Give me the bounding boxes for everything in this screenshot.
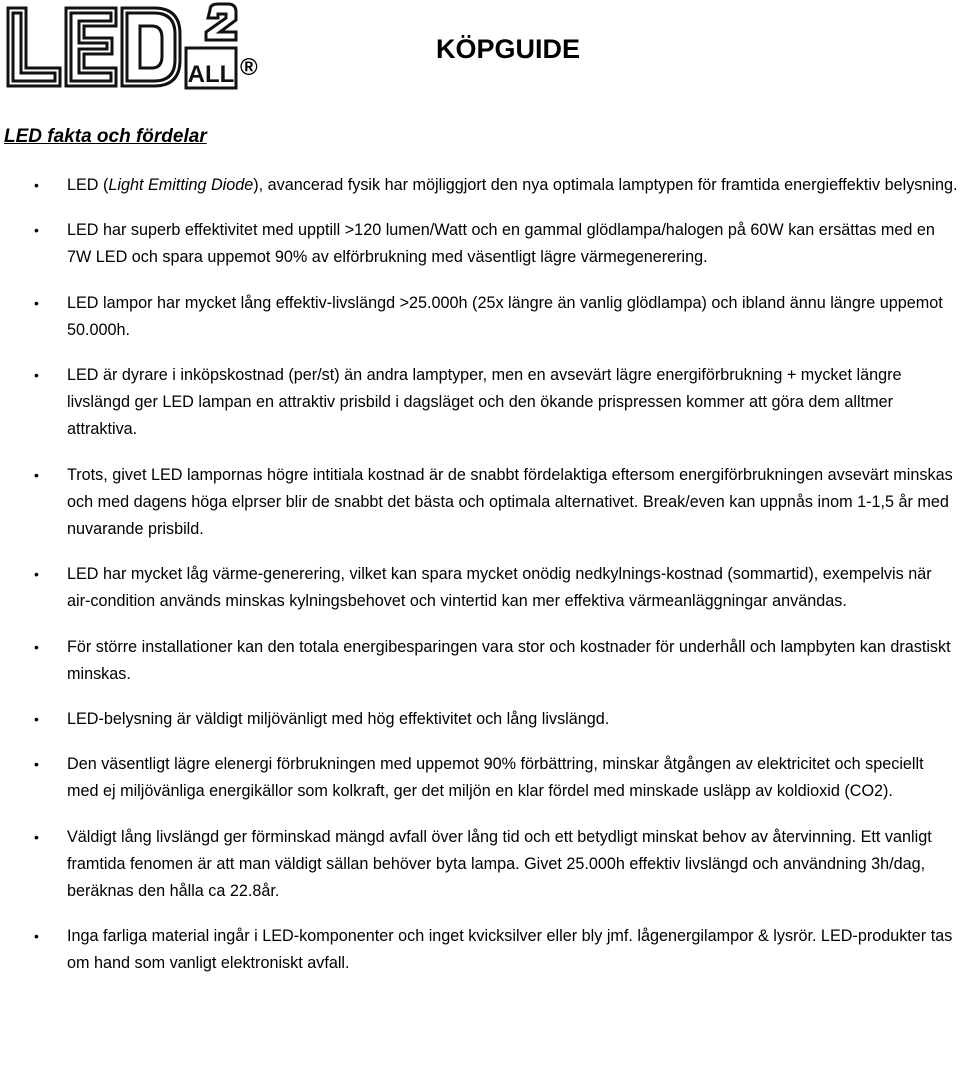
bullet-text: LED har superb effektivitet med upptill >120 lumen/Watt och en gammal glödlampa/halogen på 60W kan ersättas med en 7W LED och spara uppemot 90% av elförbrukning med väsentligt lägre värmegenerering. xyxy=(67,221,935,267)
bullet-icon: • xyxy=(34,828,39,845)
led2all-logo-graphic xyxy=(4,2,266,92)
bullet-icon: • xyxy=(34,711,39,728)
registered-mark: ® xyxy=(240,54,258,81)
list-item xyxy=(0,362,960,444)
bullet-icon: • xyxy=(34,928,39,945)
brand-logo xyxy=(4,2,266,92)
list-item xyxy=(0,751,960,805)
list-item xyxy=(0,923,960,977)
bullet-text: Den väsentligt lägre elenergi förbrukningen med uppemot 90% förbättring, minskar åtgången av elektricitet och speciellt med ej miljövänliga energikällor som kolkraft, ger det miljön en klar fördel med minskade usläpp av koldioxid (CO2). xyxy=(67,755,924,801)
list-item xyxy=(0,634,960,688)
bullet-text-italic: Light Emitting Diode xyxy=(108,176,254,194)
list-item xyxy=(0,217,960,271)
bullet-text: LED har mycket låg värme-generering, vilket kan spara mycket onödig nedkylnings-kostnad (sommartid), exempelvis när air-condition används minskas kylningsbehovet och vintertid kan mer effektiva värmeanläggningar användas. xyxy=(67,565,932,611)
list-item xyxy=(0,290,960,344)
bullet-text: Trots, givet LED lampornas högre intitiala kostnad är de snabbt fördelaktiga eftersom energiförbrukningen avsevärt minskas och med dagens höga elprser blir de snabbt det bästa och optimala alternativet. Break/even kan uppnås inom 1-1,5 år med nuvarande prisbild. xyxy=(67,465,953,539)
bullet-text: LED-belysning är väldigt miljövänligt med hög effektivitet och lång livslängd. xyxy=(67,710,610,729)
bullet-text: LED lampor har mycket lång effektiv-livslängd >25.000h (25x längre än vanlig glödlampa) och ibland ännu längre uppemot 50.000h. xyxy=(67,293,943,339)
bullet-icon: • xyxy=(34,566,39,583)
bullet-list xyxy=(0,172,960,996)
list-item xyxy=(0,172,960,199)
list-item xyxy=(0,561,960,615)
list-item xyxy=(0,824,960,906)
bullet-text: För större installationer kan den totala energibesparingen vara stor och kostnader för underhåll och lampbyten kan drastiskt minskas. xyxy=(67,637,951,683)
bullet-icon: • xyxy=(34,177,39,193)
bullet-icon: • xyxy=(34,638,39,655)
section-heading: LED fakta och fördelar xyxy=(4,126,207,147)
bullet-icon: • xyxy=(34,222,39,239)
svg-text:ALL: ALL xyxy=(187,61,235,88)
bullet-icon: • xyxy=(34,367,39,384)
bullet-icon: • xyxy=(34,466,39,483)
bullet-text: Inga farliga material ingår i LED-komponenter och inget kvicksilver eller bly jmf. lågenergilampor & lysrör. LED-produkter tas om hand som vanligt elektroniskt avfall. xyxy=(67,927,953,973)
bullet-text: LED är dyrare i inköpskostnad (per/st) än andra lamptyper, men en avsevärt lägre energiförbrukning + mycket längre livslängd ger LED lampan en attraktiv prisbild i dagsläget och den ökande prispressen kommer att göra dem alltmer attraktiva. xyxy=(67,366,902,439)
list-item xyxy=(0,462,960,544)
bullet-text-before: LED ( xyxy=(67,176,109,194)
bullet-icon: • xyxy=(34,756,39,773)
bullet-text: Väldigt lång livslängd ger förminskad mängd avfall över lång tid och ett betydligt minskat behov av återvinning. Ett vanligt framtida fenomen är att man väldigt sällan behöver byta lampa. Givet 25.000h effektiv livslängd och användning 3h/dag, beräknas den hålla ca 22.8år. xyxy=(67,827,932,901)
bullet-icon: • xyxy=(34,294,39,311)
page-title: KÖPGUIDE xyxy=(436,34,581,64)
bullet-text-after: ), avancerad fysik har möjliggjort den nya optimala lamptypen för framtida energieffektiv belysning. xyxy=(253,176,958,194)
list-item xyxy=(0,706,960,733)
